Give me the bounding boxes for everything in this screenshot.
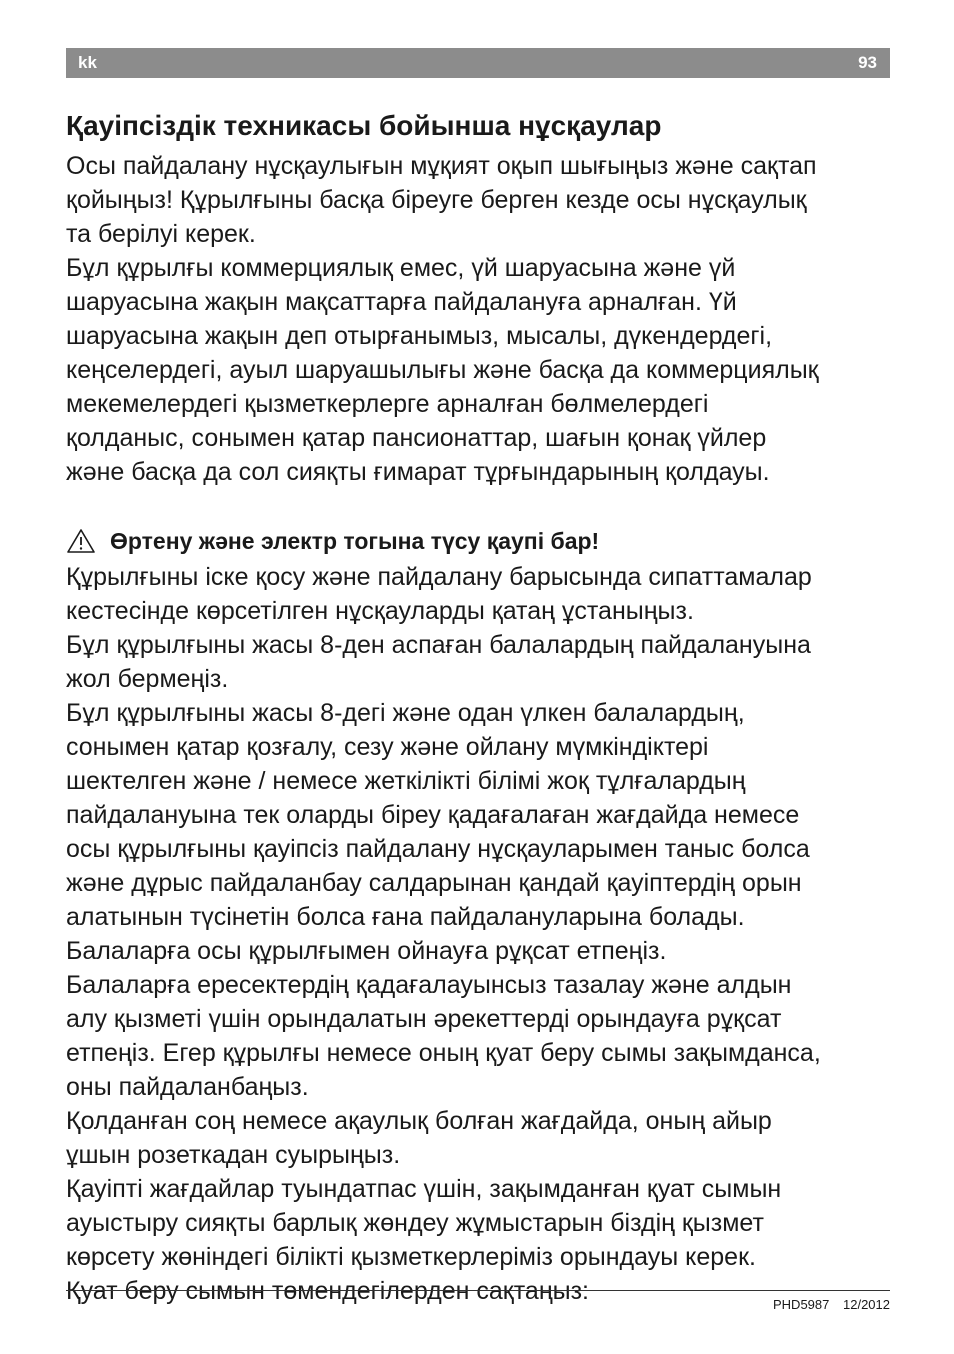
text-line: Бұл құрылғы коммерциялық емес, үй шаруасына және үй xyxy=(66,254,736,282)
text-line: кеңселердегі, ауыл шаруашылығы және басқа да коммерциялық xyxy=(66,356,819,384)
publication-date: 12/2012 xyxy=(843,1297,890,1312)
text-line: қолданыс, сонымен қатар пансионаттар, шағын қонақ үйлер xyxy=(66,424,767,452)
page-footer xyxy=(773,1297,890,1312)
text-line: сонымен қатар қозғалу, сезу және ойлану мүмкіндіктері xyxy=(66,733,709,761)
text-line: етпеңіз. Егер құрылғы немесе оның қуат беру сымы зақымданса, xyxy=(66,1039,821,1067)
footer-rule xyxy=(66,1290,890,1291)
text-line: алатынын түсінетін болса ғана пайдалануларына болады. xyxy=(66,903,745,931)
text-line: Осы пайдалану нұсқаулығын мұқият оқып шығыңыз және сақтап xyxy=(66,152,817,180)
text-line: Қауіпті жағдайлар туындатпас үшін, зақымданған қуат сымын xyxy=(66,1175,782,1203)
intro-paragraph xyxy=(66,149,896,489)
warning-triangle-icon xyxy=(66,528,96,554)
text-line: шектелген және / немесе жеткілікті білімі жоқ тұлғалардың xyxy=(66,767,746,795)
text-line: алу қызметі үшін орындалатын әрекеттерді орындауға рұқсат xyxy=(66,1005,782,1033)
text-line: жол бермеңіз. xyxy=(66,665,229,693)
text-line: ауыстыру сияқты барлық жөндеу жұмыстарын біздің қызмет xyxy=(66,1209,764,1237)
text-line: пайдалануына тек оларды біреу қадағалаған жағдайда немесе xyxy=(66,801,800,829)
text-line: және дұрыс пайдаланбау салдарынан қандай қауіптердің орын xyxy=(66,869,802,897)
text-line: Бұл құрылғыны жасы 8-дегі және одан үлкен балалардың, xyxy=(66,699,745,727)
warning-heading xyxy=(66,524,599,558)
text-line: және басқа да сол сияқты ғимарат тұрғындарының қолдауы. xyxy=(66,458,770,486)
text-line: мекемелердегі қызметкерлерге арналған бөлмелердегі xyxy=(66,390,709,418)
safety-instructions xyxy=(66,560,896,1308)
language-code: kk xyxy=(78,53,97,72)
page-number: 93 xyxy=(858,53,877,72)
model-number: PHD5987 xyxy=(773,1297,830,1312)
text-line: қойыңыз! Құрылғыны басқа біреуге берген кезде осы нұсқаулық xyxy=(66,186,807,214)
text-line: көрсету жөніндегі білікті қызметкерлеріміз орындауы керек. xyxy=(66,1243,756,1271)
text-line: кестесінде көрсетілген нұсқауларды қатаң ұстаныңыз. xyxy=(66,597,694,625)
text-line: осы құрылғыны қауіпсіз пайдалану нұсқауларымен таныс болса xyxy=(66,835,810,863)
text-line: Құрылғыны іске қосу және пайдалану барысында сипаттамалар xyxy=(66,563,812,591)
text-line: оны пайдаланбаңыз. xyxy=(66,1073,309,1101)
page-header-bar xyxy=(66,48,890,78)
text-line: Балаларға осы құрылғымен ойнауға рұқсат етпеңіз. xyxy=(66,937,667,965)
text-line: Қуат беру сымын төмендегілерден сақтаңыз: xyxy=(66,1277,589,1305)
text-line: Балаларға ересектердің қадағалауынсыз тазалау және алдын xyxy=(66,971,792,999)
text-line: шаруасына жақын мақсаттарға пайдалануға арналған. Үй xyxy=(66,288,737,316)
section-title: Қауіпсіздік техникасы бойынша нұсқаулар xyxy=(66,110,662,141)
text-line: Бұл құрылғыны жасы 8-ден аспаған балалардың пайдалануына xyxy=(66,631,811,659)
text-line: шаруасына жақын деп отырғанымыз, мысалы, дүкендердегі, xyxy=(66,322,773,350)
warning-heading-text: Өртену және электр тогына түсу қаупі бар! xyxy=(110,528,600,554)
text-line: та берілуі керек. xyxy=(66,220,256,248)
text-line: Қолданған соң немесе ақаулық болған жағдайда, оның айыр xyxy=(66,1107,772,1135)
text-line: ұшын розеткадан суырыңыз. xyxy=(66,1141,401,1169)
